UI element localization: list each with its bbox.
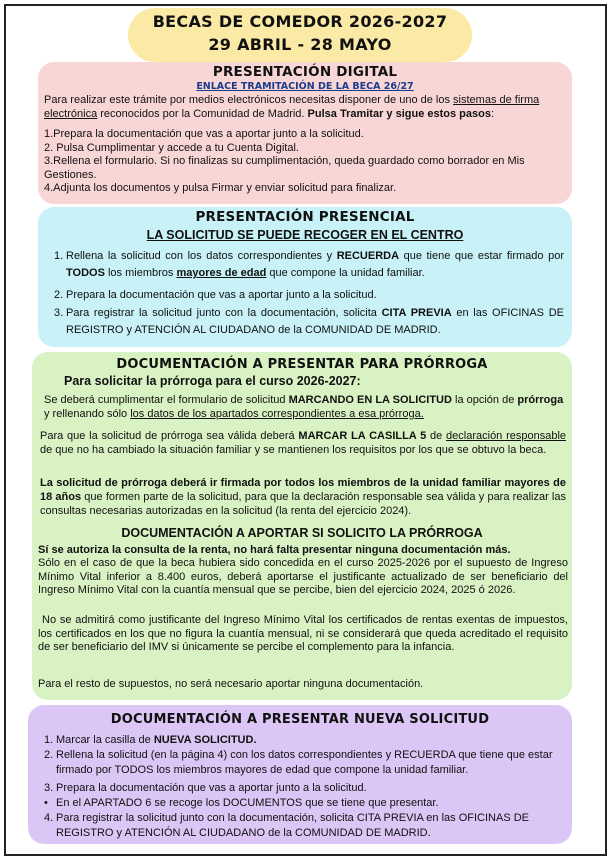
date-range: 29 ABRIL - 28 MAYO — [208, 35, 392, 54]
section-digital — [38, 62, 572, 204]
title-banner — [128, 8, 472, 62]
nueva-step-1 — [44, 733, 558, 748]
step-text: Para registrar la solicitud junto con la documentación, solicita CITA PREVIA en las OFICINAS DE REGISTRO y ATENCIÓN AL CIUDADANO de la COMUNIDAD DE MADRID. — [56, 812, 529, 839]
step-number: 4. — [44, 812, 54, 824]
step-text: Prepara la documentación que vas a aportar junto a la solicitud. — [56, 782, 367, 794]
nueva-bullet — [44, 796, 558, 811]
p-text: de que no ha cambiado la situación familiar y se mantienen los requisitos por los que se obtuvo la beca. — [40, 444, 547, 456]
step-number: 3. — [54, 307, 64, 319]
step-bold: TODOS — [66, 267, 105, 279]
step-bold: RECUERDA — [336, 250, 400, 262]
p-text: de — [426, 430, 447, 442]
firma-electronica-link[interactable]: sistemas de firma electrónica — [44, 94, 540, 120]
step-bold-underline: mayores de edad — [176, 267, 267, 279]
main-title: BECAS DE COMEDOR 2026-2027 — [152, 12, 448, 31]
step-text: Rellena la solicitud (en la página 4) con los datos correspondientes y RECUERDA que tiene que estar firmado por TODOS los miembros mayores de edad que compone la unidad familiar. — [56, 749, 553, 776]
step-text: Prepara la documentación que vas a aportar junto a la solicitud. — [66, 289, 377, 301]
step-text: Rellena la solicitud con los datos correspondientes y — [66, 250, 337, 262]
p-text: la opción de — [451, 394, 518, 406]
p-bold: MARCAR LA CASILLA 5 — [298, 430, 427, 442]
prorroga-subheading: Para solicitar la prórroga para el curso 2026-2027: — [64, 374, 361, 388]
digital-step-1: 1.Prepara la documentación que vas a aportar junto a la solicitud. — [44, 128, 364, 140]
bullet: • — [44, 797, 48, 809]
intro-end: : — [490, 107, 495, 120]
presencial-heading: PRESENTACIÓN PRESENCIAL — [195, 209, 415, 225]
step-bold: CITA PREVIA — [381, 307, 452, 319]
p-bold: MARCANDO EN LA SOLICITUD — [288, 394, 452, 406]
doc-d3: No se admitirá como justificante del Ingreso Mínimo Vital los certificados de rentas exentas de impuestos, los certificados en los que no figura la cuantía mensual, ni se considerará que queda acreditado el requisito de ser beneficiario del IMV si únicamente se percibe el complemento para la infancia. — [38, 614, 568, 653]
prorroga-p2 — [40, 429, 566, 457]
nueva-step-2 — [44, 748, 558, 777]
nueva-heading: DOCUMENTACIÓN A PRESENTAR NUEVA SOLICITUD — [110, 712, 490, 727]
digital-step-4: 4.Adjunta los documentos y pulsa Firmar y enviar solicitud para finalizar. — [44, 182, 397, 194]
step-number: 2. — [44, 749, 54, 761]
p-text: Para que la solicitud de prórroga sea válida deberá — [40, 430, 299, 442]
step-text: Para registrar la solicitud junto con la documentación, solicita — [66, 307, 382, 319]
step-bold: NUEVA SOLICITUD. — [153, 734, 257, 746]
intro-bold: Pulsa Tramitar y sigue estos pasos — [307, 107, 491, 120]
digital-step-3: 3.Rellena el formulario. Si no finalizas su cumplimentación, queda guardado como borrador en Mis Gestiones. — [44, 155, 525, 181]
digital-intro — [44, 94, 566, 121]
nueva-step-3 — [44, 781, 558, 796]
doc-d2: Sólo en el caso de que la beca hubiera sido concedida en el curso 2025-2026 por el supuesto de Ingreso Mínimo Vital inferior a 8.400 euros, deberá aportarse el justificante actualizado de ser beneficiario del Ingreso Mínimo Vital con la cuantía mensual que se percibe, bien del ejercicio 2024, 2025 ó 2026. — [38, 557, 568, 596]
presencial-step-3 — [54, 305, 564, 339]
step-text: En el APARTADO 6 se recoge los DOCUMENTOS que se tiene que presentar. — [56, 797, 439, 809]
step-text: los miembros — [104, 267, 177, 279]
p-text: y rellenando sólo — [44, 408, 131, 420]
step-text: que tiene que estar firmado por — [399, 250, 564, 262]
p-underline: declaración responsable — [446, 430, 567, 442]
step-number: 2. — [54, 289, 64, 301]
intro-text-2: reconocidos por la Comunidad de Madrid. — [97, 107, 308, 120]
doc-d1: Sí se autoriza la consulta de la renta, no hará falta presentar ninguna documentación más. — [38, 544, 511, 556]
step-text: Marcar la casilla de — [56, 734, 154, 746]
p-bold: La solicitud de prórroga deberá ir firmada por todos los miembros de la unidad familiar mayores de 18 años — [40, 477, 566, 503]
digital-heading: PRESENTACIÓN DIGITAL — [212, 64, 398, 80]
p-bold: prórroga — [517, 394, 564, 406]
p-text: que formen parte de la solicitud, para que la declaración responsable sea válida y para realizar las consultas necesarias autorizadas en la solicitud (la renta del ejercicio 2024). — [40, 491, 566, 517]
presencial-subheading: LA SOLICITUD SE PUEDE RECOGER EN EL CENTRO — [146, 228, 464, 242]
prorroga-p1 — [44, 393, 564, 421]
p-underline: los datos de los apartados correspondientes a esa prórroga. — [130, 408, 424, 420]
prorroga-heading: DOCUMENTACIÓN A PRESENTAR PARA PRÓRROGA — [116, 357, 488, 372]
tramitacion-link[interactable]: ENLACE TRAMITACIÓN DE LA BECA 26/27 — [196, 81, 414, 92]
p-text: Se deberá cumplimentar el formulario de solicitud — [44, 394, 289, 406]
step-number: 1. — [54, 250, 64, 262]
prorroga-p3 — [40, 476, 566, 518]
digital-steps — [44, 128, 566, 196]
nueva-step-4 — [44, 811, 558, 840]
presencial-step-2 — [54, 287, 564, 304]
presencial-step-1 — [54, 248, 564, 282]
step-text: que compone la unidad familiar. — [266, 267, 425, 279]
doc-d4: Para el resto de supuestos, no será necesario aportar ninguna documentación. — [38, 678, 424, 690]
step-text: en las OFICINAS DE REGISTRO y ATENCIÓN AL CIUDADANO de la COMUNIDAD DE MADRID. — [66, 307, 564, 336]
section-nueva — [28, 705, 572, 844]
doc-prorroga-heading: DOCUMENTACIÓN A APORTAR SI SOLICITO LA PRÓRROGA — [121, 526, 483, 540]
section-presencial — [38, 207, 572, 347]
digital-step-2: 2. Pulsa Cumplimentar y accede a tu Cuenta Digital. — [44, 141, 299, 154]
section-prorroga — [32, 352, 572, 700]
intro-text: Para realizar este trámite por medios electrónicos necesitas disponer de uno de los — [44, 94, 454, 106]
step-number: 3. — [44, 782, 54, 794]
step-number: 1. — [44, 734, 54, 746]
